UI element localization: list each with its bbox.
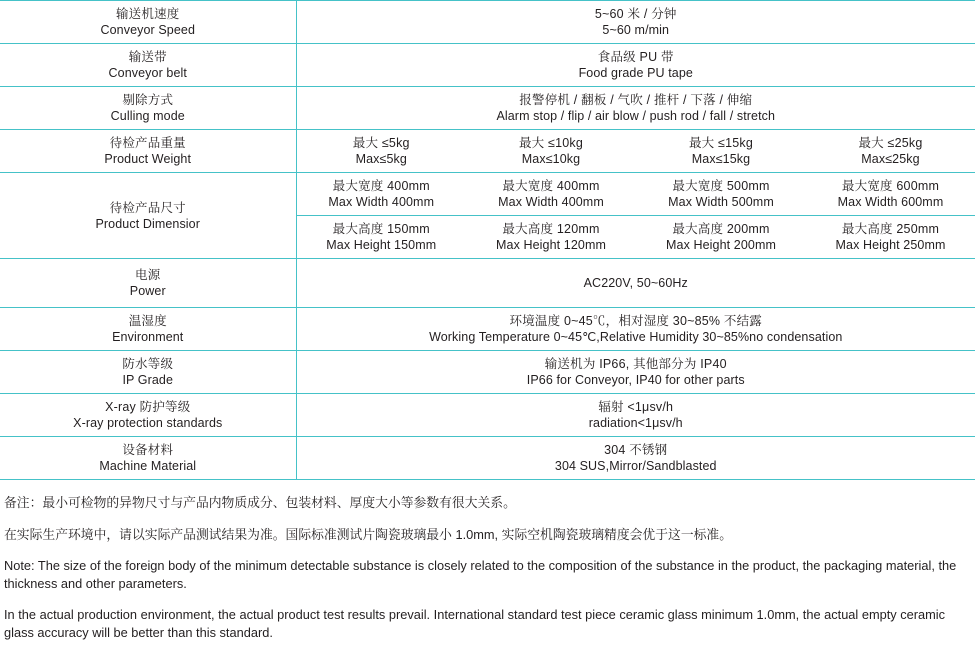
table-row	[0, 437, 975, 480]
row-label-product-dimension	[0, 173, 296, 259]
value-en: Food grade PU tape	[578, 66, 693, 80]
label-en: Power	[129, 284, 166, 298]
row-label-xray-protection	[0, 394, 296, 437]
label-cn: 电源	[135, 268, 161, 282]
label-cn: 设备材料	[122, 443, 174, 457]
row-value-culling-mode	[296, 87, 975, 130]
value-en: Max Width 400mm	[498, 195, 604, 209]
value-en: Max Height 150mm	[326, 238, 437, 252]
note-cn-2: 在实际生产环境中，请以实际产品测试结果为准。国际标准测试片陶瓷玻璃最小 1.0mm, 实际空机陶瓷玻璃精度会优于这一标准。	[4, 526, 733, 542]
value-en: Max Height 200mm	[666, 238, 776, 252]
cell-max-width-4	[806, 173, 975, 216]
row-label-machine-material	[0, 437, 296, 480]
value-cn: 最大高度 120mm	[502, 222, 600, 236]
label-en: Environment	[112, 330, 184, 344]
cell-max-width-2	[466, 173, 636, 216]
row-label-product-weight	[0, 130, 296, 173]
value-cn: 食品级 PU 带	[597, 50, 674, 64]
value-cn: 报警停机 / 翻板 / 气吹 / 推杆 / 下落 / 伸缩	[519, 93, 753, 107]
table-row	[0, 259, 975, 308]
value-en: Alarm stop / flip / air blow / push rod / fall / stretch	[496, 109, 776, 123]
value-cn: 304 不锈钢	[604, 443, 668, 457]
value-en: Max≤10kg	[521, 152, 581, 166]
label-en: Conveyor Speed	[100, 23, 195, 37]
value-cn: 最大宽度 500mm	[672, 179, 770, 193]
row-value-environment	[296, 308, 975, 351]
note-en-1: Note: The size of the foreign body of the minimum detectable substance is closely related to the composition of the substance in the product, the packaging material, the thickness and other parameters.	[4, 558, 957, 591]
row-label-ip-grade	[0, 351, 296, 394]
value-en: Working Temperature 0~45℃,Relative Humidity 30~85%no condensation	[429, 330, 843, 344]
row-label-conveyor-belt	[0, 44, 296, 87]
cell-max-height-3	[636, 216, 806, 259]
label-cn: 温湿度	[128, 314, 167, 328]
cell-max-width-1	[296, 173, 466, 216]
value-cn: 最大 ≤5kg	[352, 136, 410, 150]
value-cn: 最大高度 250mm	[841, 222, 940, 236]
value-en: Max Width 600mm	[837, 195, 944, 209]
value-en: Max Height 120mm	[496, 238, 606, 252]
label-en: IP Grade	[122, 373, 174, 387]
value-en: 5~60 m/min	[602, 23, 670, 37]
value-cn: 输送机为 IP66, 其他部分为 IP40	[544, 357, 727, 371]
cell-product-weight-1	[296, 130, 466, 173]
cell-product-weight-4	[806, 130, 975, 173]
value-en: Max≤5kg	[355, 152, 407, 166]
row-value-conveyor-speed	[296, 1, 975, 44]
cell-max-height-1	[296, 216, 466, 259]
row-label-culling-mode	[0, 87, 296, 130]
cell-max-height-4	[806, 216, 975, 259]
value-cn: 环境温度 0~45℃，相对湿度 30~85% 不结露	[509, 314, 762, 328]
note-en-2: In the actual production environment, the actual product test results prevail. International standard test piece ceramic glass minimum 1.0mm, the actual empty ceramic glass accuracy will be better than this standard.	[4, 606, 946, 640]
row-label-conveyor-speed	[0, 1, 296, 44]
label-en: X-ray protection standards	[73, 416, 223, 430]
label-cn: 防水等级	[122, 357, 174, 371]
cell-max-height-2	[466, 216, 636, 259]
table-row	[0, 308, 975, 351]
note-cn-1: 备注：最小可检物的异物尺寸与产品内物质成分、包装材料、厚度大小等参数有很大关系。	[4, 495, 516, 510]
table-row	[0, 87, 975, 130]
table-row	[0, 351, 975, 394]
label-en: Product Weight	[104, 152, 192, 166]
label-en: Product Dimensior	[95, 216, 200, 231]
label-cn: 输送带	[128, 50, 167, 64]
value-en: 304 SUS,Mirror/Sandblasted	[554, 459, 717, 473]
value-en: Max Width 500mm	[668, 195, 774, 209]
table-row	[0, 130, 975, 173]
value-en: Max≤15kg	[691, 152, 751, 166]
row-label-environment	[0, 308, 296, 351]
cell-product-weight-3	[636, 130, 806, 173]
value-cn: 最大 ≤25kg	[858, 136, 923, 150]
cell-product-weight-2	[466, 130, 636, 173]
notes-section	[0, 480, 975, 648]
value-cn: 最大 ≤10kg	[518, 136, 584, 150]
table-row	[0, 44, 975, 87]
label-en: Conveyor belt	[108, 66, 187, 80]
row-value-power	[296, 259, 975, 308]
label-cn: 待检产品尺寸	[109, 200, 186, 215]
table-row	[0, 173, 975, 216]
value-cn: 辐射 <1μsv/h	[598, 400, 674, 414]
value-cn: 最大高度 200mm	[672, 222, 770, 236]
value-cn: 最大 ≤15kg	[688, 136, 754, 150]
value-cn: 最大宽度 400mm	[332, 179, 430, 193]
row-value-xray-protection	[296, 394, 975, 437]
value-cn: 最大宽度 400mm	[502, 179, 600, 193]
value-single: AC220V, 50~60Hz	[583, 276, 688, 290]
value-cn: 5~60 米 / 分钟	[594, 7, 677, 21]
value-en: Max Width 400mm	[328, 195, 435, 209]
value-en: IP66 for Conveyor, IP40 for other parts	[526, 373, 745, 387]
label-en: Machine Material	[99, 459, 197, 473]
value-cn: 最大高度 150mm	[332, 222, 430, 236]
label-en: Culling mode	[110, 109, 185, 123]
table-row	[0, 1, 975, 44]
value-en: Max Height 250mm	[835, 238, 946, 252]
label-cn: 输送机速度	[115, 7, 180, 21]
value-en: Max≤25kg	[861, 152, 920, 166]
row-label-power	[0, 259, 296, 308]
label-cn: X-ray 防护等级	[105, 400, 191, 414]
label-cn: 剔除方式	[122, 93, 174, 107]
cell-max-width-3	[636, 173, 806, 216]
row-value-conveyor-belt	[296, 44, 975, 87]
row-value-ip-grade	[296, 351, 975, 394]
row-value-machine-material	[296, 437, 975, 480]
value-cn: 最大宽度 600mm	[841, 179, 940, 193]
table-row	[0, 394, 975, 437]
value-en: radiation<1μsv/h	[588, 416, 683, 430]
label-cn: 待检产品重量	[109, 136, 186, 150]
